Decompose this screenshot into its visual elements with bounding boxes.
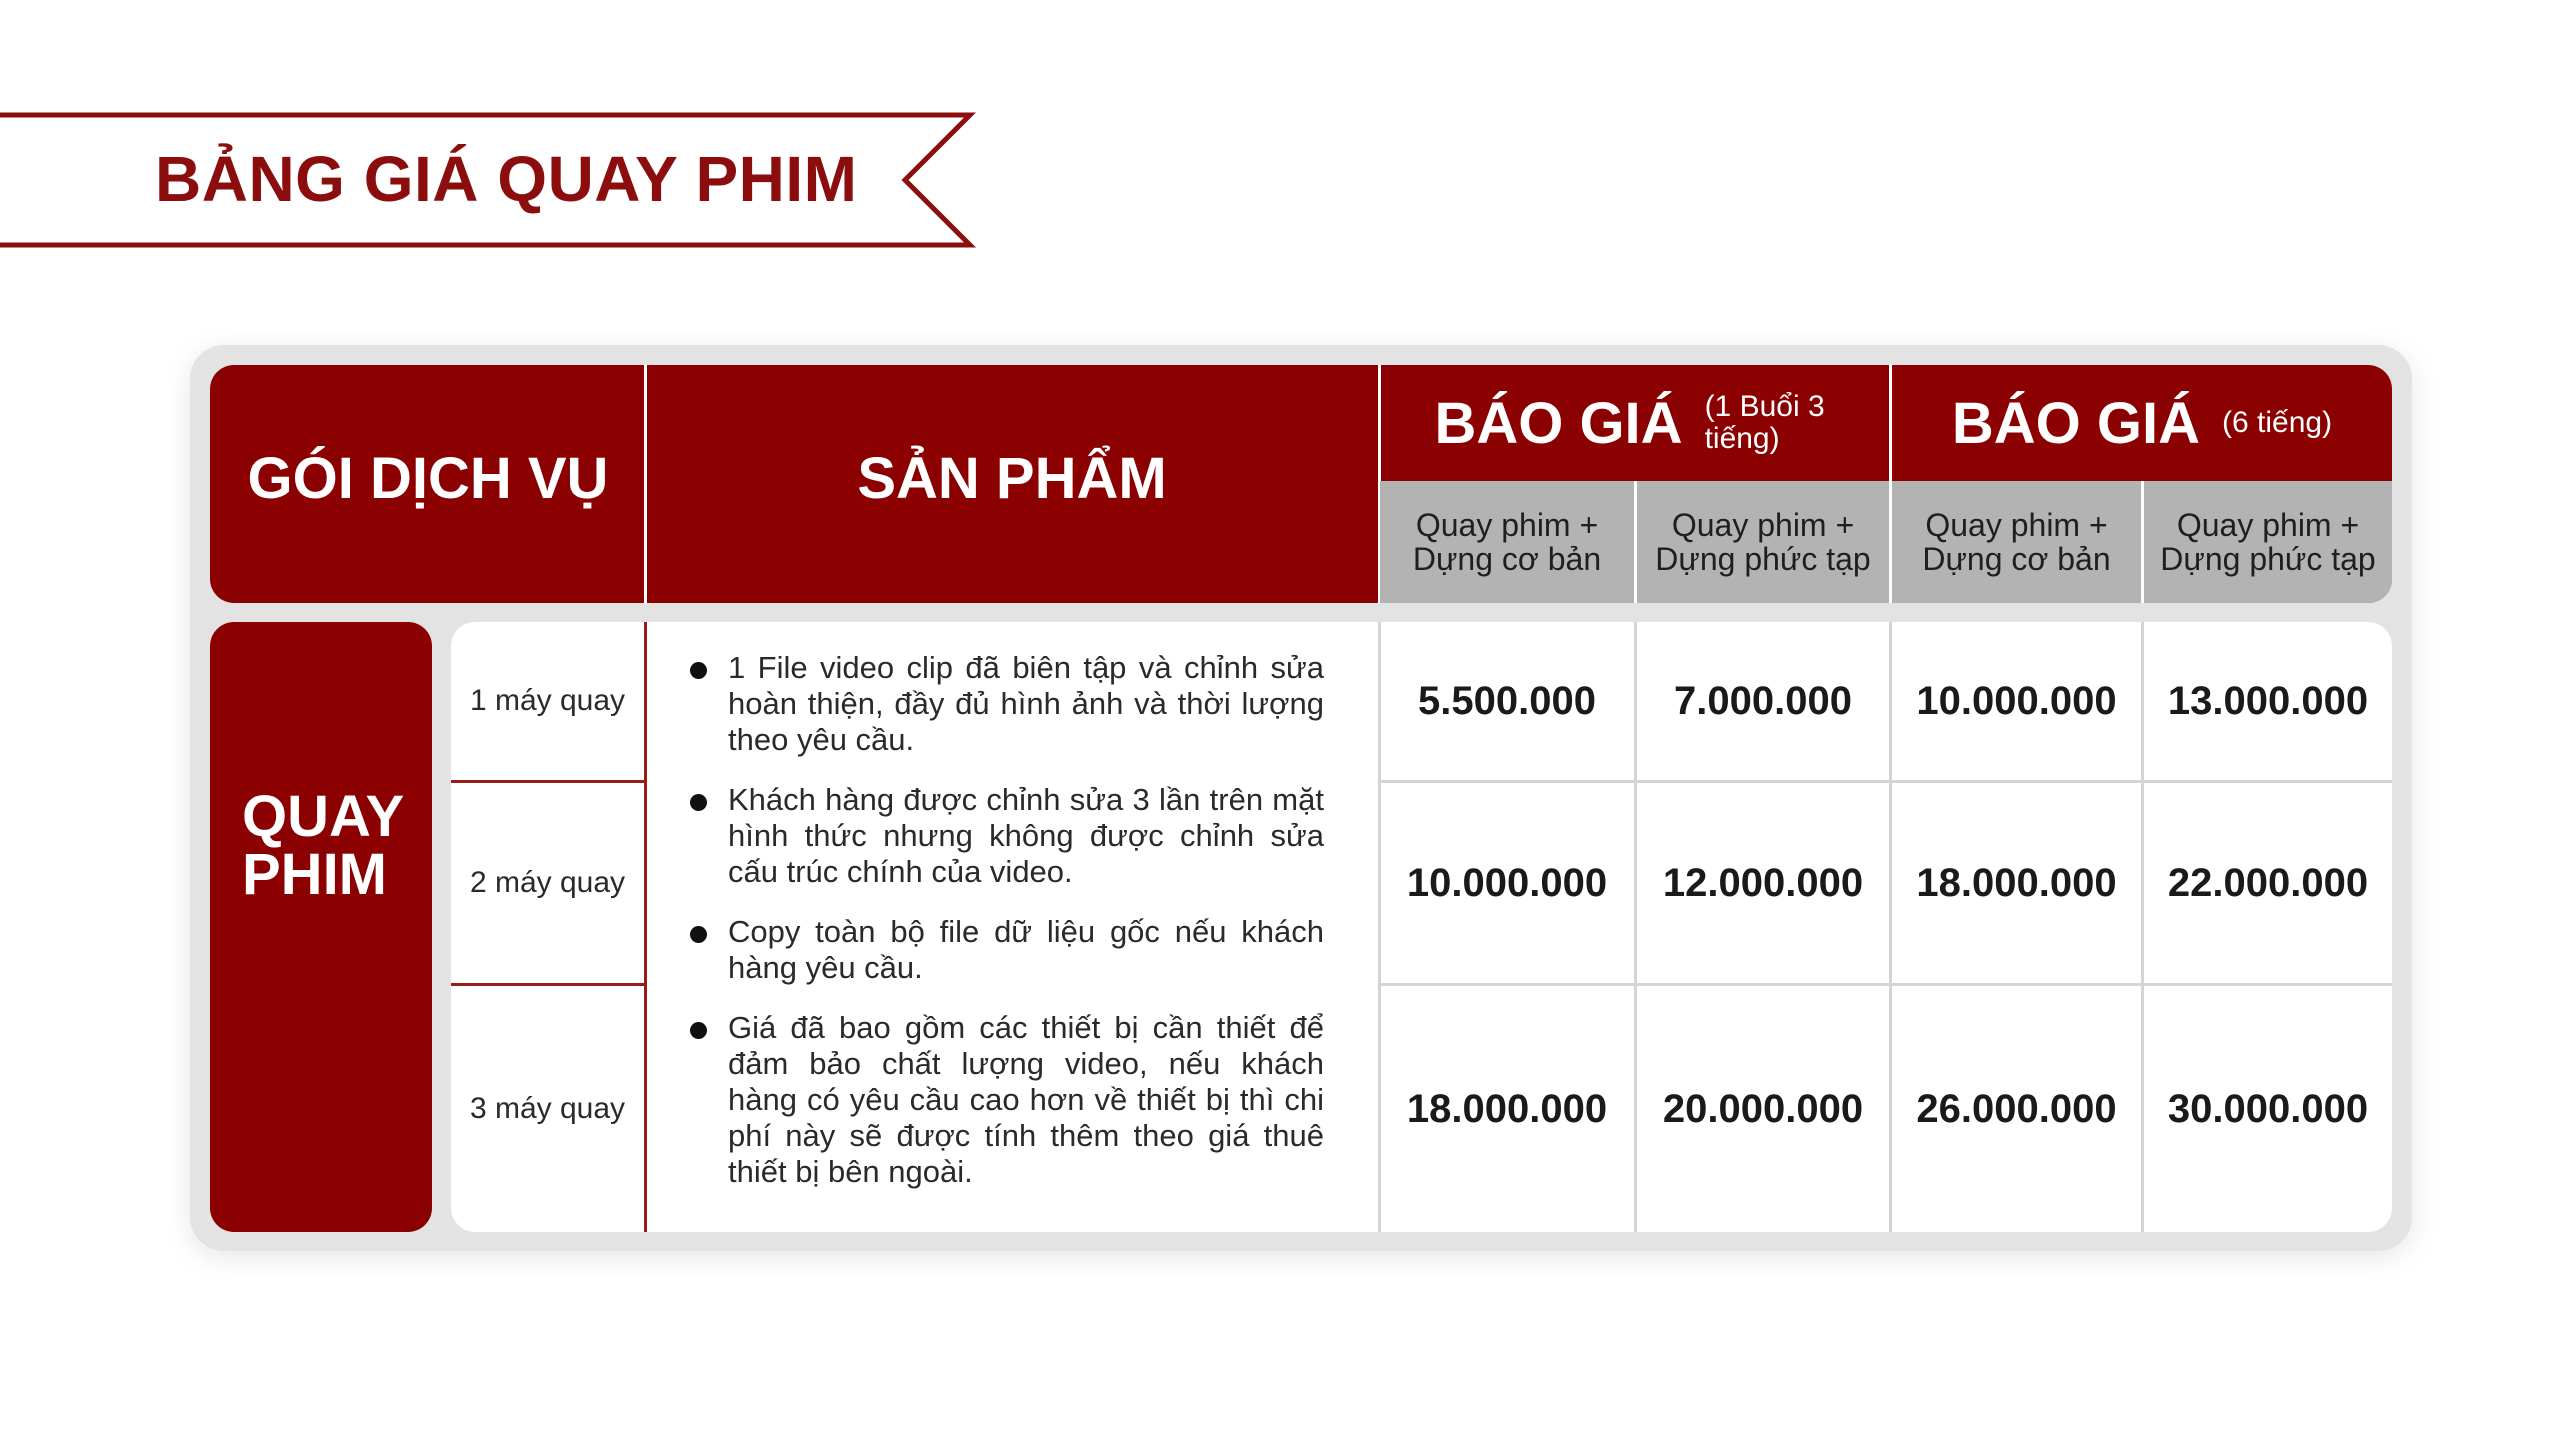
subheader-complex-edit: Quay phim + Dựng phức tạp [2160,507,2376,577]
header-price-group-2 [1892,365,2392,481]
price-group-note: (6 tiếng) [2222,406,2333,439]
column-divider [644,622,647,1232]
camera-count-label: 1 máy quay [469,684,626,717]
product-bullet: Giá đã bao gồm các thiết bị cần thiết để đảm bảo chất lượng video, nếu khách hàng có yêu cầu cao hơn về thiết bị thì chi phí này sẽ được tính thêm theo giá thuê thiết bị bên ngoài. [690,1010,1324,1190]
product-bullet: Copy toàn bộ file dữ liệu gốc nếu khách hàng yêu cầu. [690,914,1324,986]
price-cell: 26.000.000 [1916,1086,2117,1131]
price-cell: 18.000.000 [1916,860,2117,905]
row-divider [451,780,645,783]
camera-count-label: 3 máy quay [469,1092,626,1125]
service-name: QUAY PHIM [242,784,404,907]
price-cell: 30.000.000 [2167,1086,2369,1131]
price-cell: 13.000.000 [2167,678,2369,723]
price-cell: 10.000.000 [1406,860,1608,905]
price-cell: 12.000.000 [1662,860,1864,905]
price-cell: 18.000.000 [1406,1086,1608,1131]
product-bullet: 1 File video clip đã biên tập và chỉnh sửa hoàn thiện, đầy đủ hình ảnh và thời lượng theo yêu cầu. [690,650,1324,758]
header-product: SẢN PHẨM [857,446,1167,511]
row-divider [451,983,645,986]
price-cell: 5.500.000 [1418,678,1596,723]
price-cell: 22.000.000 [2167,860,2369,905]
price-group-label: BÁO GIÁ [1951,390,2201,456]
price-cell: 7.000.000 [1674,678,1852,723]
header-service: GÓI DỊCH VỤ [247,446,609,511]
subheader-complex-edit: Quay phim + Dựng phức tạp [1655,507,1871,577]
title-ribbon [0,110,980,250]
camera-count-label: 2 máy quay [469,866,626,899]
price-group-label: BÁO GIÁ [1434,390,1683,456]
price-cell: 20.000.000 [1662,1086,1864,1131]
header-price-group-1 [1380,365,1889,481]
page-title: BẢNG GIÁ QUAY PHIM [155,143,858,215]
subheader-basic-edit: Quay phim + Dựng cơ bản [1412,507,1602,577]
price-group-note: (1 Buổi 3 tiếng) [1704,390,1825,455]
price-cell: 10.000.000 [1916,678,2117,723]
product-bullet: Khách hàng được chỉnh sửa 3 lần trên mặt hình thức nhưng không được chỉnh sửa cấu trúc chính của video. [690,782,1324,890]
subheader-basic-edit: Quay phim + Dựng cơ bản [1922,507,2111,577]
service-cell [210,622,432,1232]
product-list [690,650,1324,1214]
